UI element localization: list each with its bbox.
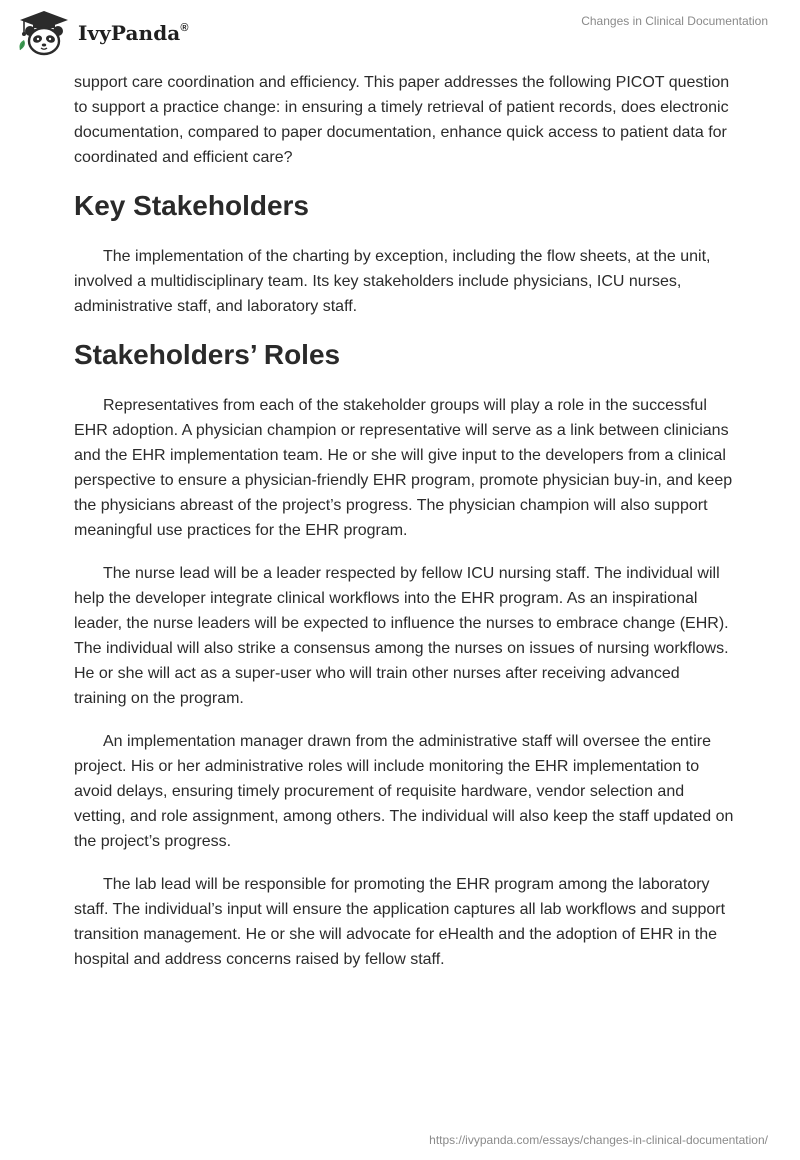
source-url-link[interactable]: https://ivypanda.com/essays/changes-in-clinical-documentation/ bbox=[429, 1133, 768, 1147]
essay-content bbox=[74, 70, 734, 990]
paragraph: The lab lead will be responsible for promoting the EHR program among the laboratory staff. The individual’s input will ensure the application captures all lab workflows and support transition management. He or she will advocate for eHealth and the adoption of EHR in the hospital and address concerns raised by fellow staff. bbox=[74, 876, 726, 968]
heading-stakeholders-roles: Stakeholders’ Roles bbox=[74, 339, 341, 370]
paragraph: An implementation manager drawn from the administrative staff will oversee the entire project. His or her administrative roles will include monitoring the EHR implementation to avoid delays, ensuring timely procurement of requisite hardware, vendor selection and vetting, and role assignment, among others. The individual will also keep the staff updated on the project’s progress. bbox=[74, 733, 734, 850]
page-header bbox=[0, 0, 800, 64]
paragraph: Representatives from each of the stakeholder groups will play a role in the successful EHR adoption. A physician champion or representative will serve as a link between clinicians and the EHR implementation team. He or she will give input to the developers from a clinical perspective to ensure a physician-friendly EHR program, promote physician buy-in, and keep the physicians abreast of the project’s progress. The physician champion will also support meaningful use practices for the EHR program. bbox=[74, 397, 733, 539]
paragraph: The implementation of the charting by exception, including the flow sheets, at the unit, involved a multidisciplinary team. Its key stakeholders include physicians, ICU nurses, administrative staff, and laboratory staff. bbox=[74, 248, 711, 315]
logo-wordmark bbox=[78, 21, 189, 45]
document-title: Changes in Clinical Documentation bbox=[581, 14, 768, 28]
logo-text: IvyPanda bbox=[78, 21, 181, 45]
registered-mark: ® bbox=[180, 22, 189, 34]
heading-key-stakeholders: Key Stakeholders bbox=[74, 190, 309, 221]
ivypanda-logo[interactable] bbox=[16, 8, 189, 58]
panda-graduate-icon bbox=[16, 9, 72, 57]
paragraph: The nurse lead will be a leader respected by fellow ICU nursing staff. The individual will help the developer integrate clinical workflows into the EHR program. As an inspirational leader, the nurse leaders will be expected to influence the nurses to embrace change (EHR). The individual will also strike a consensus among the nurses on issues of nursing workflows. He or she will act as a super-user who will train other nurses after receiving advanced training on the program. bbox=[74, 565, 729, 707]
intro-paragraph: support care coordination and efficiency. This paper addresses the following PICOT question to support a practice change: in ensuring a timely retrieval of patient records, does electronic documentation, compared to paper documentation, enhance quick access to patient data for coordinated and efficient care? bbox=[74, 74, 730, 166]
